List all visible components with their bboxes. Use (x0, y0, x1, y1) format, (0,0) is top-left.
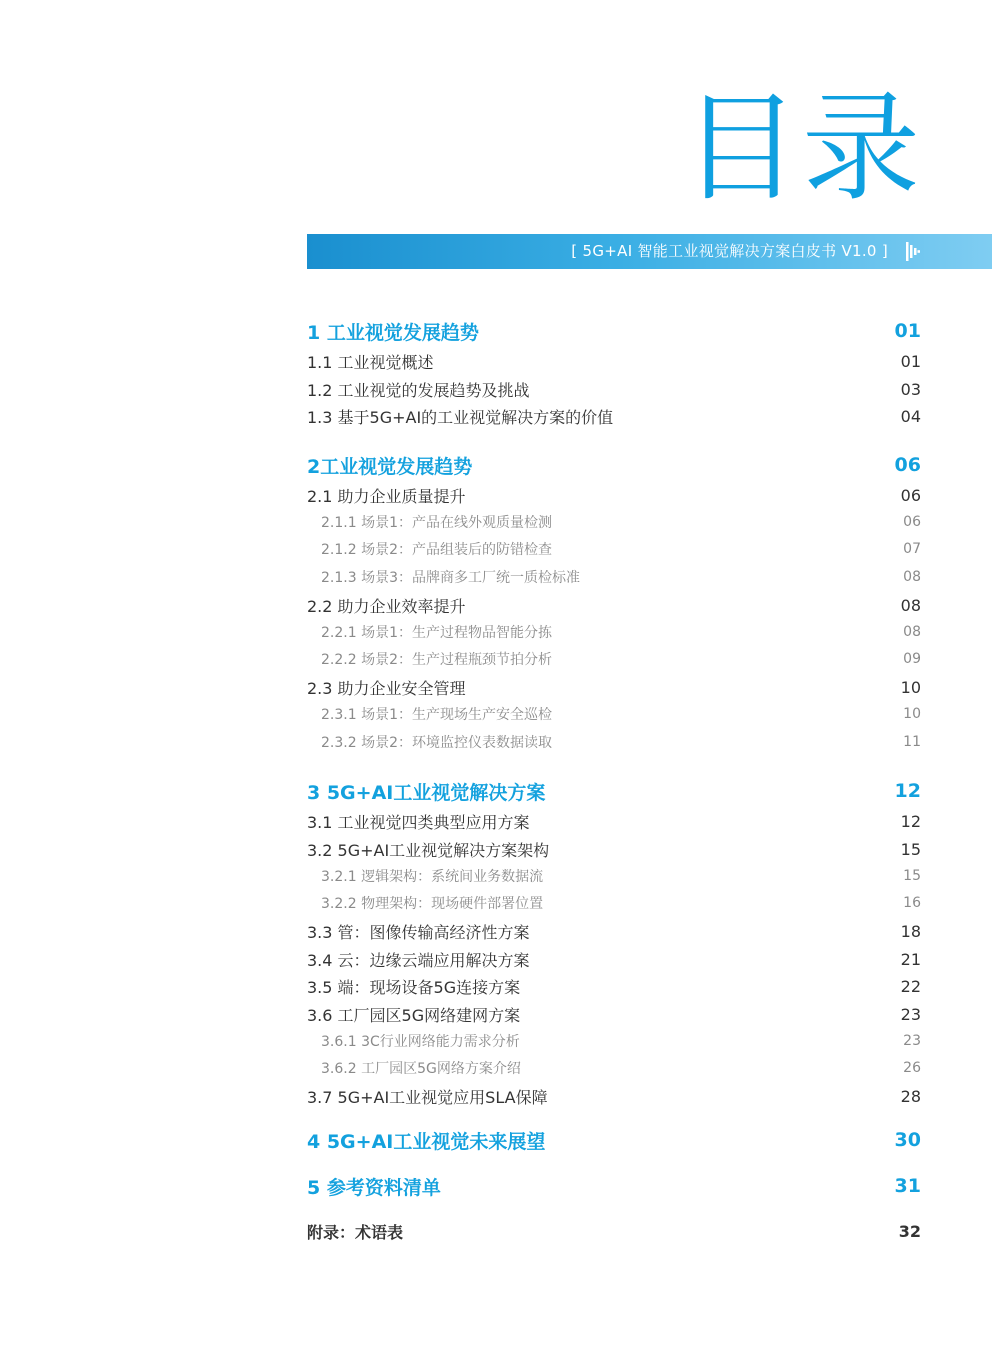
toc-entry-page: 12 (894, 780, 921, 802)
toc-entry-title: 3.2.1 逻辑架构：系统间业务数据流 (321, 869, 544, 885)
toc-entry[interactable] (307, 404, 921, 428)
toc-entry-title: 3.4 云：边缘云端应用解决方案 (307, 950, 530, 970)
toc-entry-title: 1.3 基于5G+AI的工业视觉解决方案的价值 (307, 407, 614, 427)
toc-entry-page: 21 (900, 949, 921, 969)
toc-entry-title: 1 工业视觉发展趋势 (307, 321, 479, 344)
toc-entry-title: 2.3.2 场景2：环境监控仪表数据读取 (321, 735, 552, 751)
toc-entry[interactable] (307, 450, 921, 480)
toc-entry-page: 03 (900, 379, 921, 399)
toc-entry[interactable] (307, 675, 921, 699)
toc-entry-title: 2.3.1 场景1：生产现场生产安全巡检 (321, 707, 552, 723)
toc-entry-title: 3.1 工业视觉四类典型应用方案 (307, 812, 530, 832)
toc-entry[interactable] (307, 511, 921, 533)
toc-entry-title: 5 参考资料清单 (307, 1176, 441, 1199)
toc-entry-page: 06 (894, 454, 921, 476)
toc-entry-title: 2.1.2 场景2：产品组装后的防错检查 (321, 542, 552, 558)
toc-entry[interactable] (307, 892, 921, 914)
toc-entry[interactable] (307, 349, 921, 373)
toc-entry-title: 2.1.3 场景3：品牌商多工厂统一质检标准 (321, 570, 580, 586)
toc-entry-page: 09 (903, 651, 921, 667)
toc-entry-page: 23 (903, 1033, 921, 1049)
toc-entry-page: 18 (900, 921, 921, 941)
toc-entry-title: 1.2 工业视觉的发展趋势及挑战 (307, 380, 530, 400)
toc-entry-title: 附录：术语表 (307, 1222, 404, 1242)
toc-entry-title: 3.2.2 物理架构：现场硬件部署位置 (321, 896, 544, 912)
toc-entry[interactable] (307, 316, 921, 346)
toc-entry-title: 3.6.1 3C行业网络能力需求分析 (321, 1034, 520, 1050)
toc-entry-page: 28 (900, 1086, 921, 1106)
toc-entry[interactable] (307, 1057, 921, 1079)
toc-entry-title: 1.1 工业视觉概述 (307, 352, 434, 372)
toc-entry-page: 08 (903, 624, 921, 640)
toc-entry-page: 06 (900, 485, 921, 505)
toc-entry-page: 10 (900, 677, 921, 697)
toc-entry-page: 30 (894, 1129, 921, 1151)
toc-entry[interactable] (307, 974, 921, 998)
toc-entry-page: 01 (900, 351, 921, 371)
toc-entry[interactable] (307, 1030, 921, 1052)
toc-entry-title: 3.7 5G+AI工业视觉应用SLA保障 (307, 1087, 548, 1107)
toc-entry-page: 11 (903, 734, 921, 750)
toc-entry[interactable] (307, 538, 921, 560)
toc-entry-page: 15 (900, 839, 921, 859)
toc-entry[interactable] (307, 865, 921, 887)
toc-entry-title: 2工业视觉发展趋势 (307, 455, 473, 478)
toc-entry-page: 12 (900, 811, 921, 831)
toc-entry-page: 31 (894, 1175, 921, 1197)
toc-entry-title: 2.2.2 场景2：生产过程瓶颈节拍分析 (321, 652, 552, 668)
toc-entry-title: 4 5G+AI工业视觉未来展望 (307, 1130, 546, 1153)
toc-entry[interactable] (307, 1002, 921, 1026)
toc-entry-title: 2.2.1 场景1：生产过程物品智能分拣 (321, 625, 552, 641)
toc-entry-page: 08 (900, 595, 921, 615)
toc-entry-page: 32 (898, 1221, 921, 1241)
page-title: 目录 (681, 79, 922, 217)
toc-entry-title: 2.1 助力企业质量提升 (307, 486, 466, 506)
arrow-dots-icon (906, 242, 920, 261)
banner-title: [ 5G+AI 智能工业视觉解决方案白皮书 V1.0 ] (571, 242, 888, 260)
toc-entry-title: 3.5 端：现场设备5G连接方案 (307, 977, 521, 997)
toc-entry-page: 23 (900, 1004, 921, 1024)
toc-entry[interactable] (307, 483, 921, 507)
toc-entry[interactable] (307, 703, 921, 725)
toc-entry-title: 3.6 工厂园区5G网络建网方案 (307, 1005, 521, 1025)
toc-entry-page: 15 (903, 868, 921, 884)
toc-entry[interactable] (307, 731, 921, 753)
toc-entry[interactable] (307, 947, 921, 971)
toc-entry-page: 04 (900, 406, 921, 426)
toc-entry[interactable] (307, 776, 921, 806)
toc-entry[interactable] (307, 919, 921, 943)
toc-entry-page: 06 (903, 514, 921, 530)
toc-entry-title: 2.3 助力企业安全管理 (307, 678, 466, 698)
toc-entry[interactable] (307, 648, 921, 670)
toc-entry-title: 3.2 5G+AI工业视觉解决方案架构 (307, 840, 550, 860)
toc-entry-page: 07 (903, 541, 921, 557)
toc-entry[interactable] (307, 1171, 921, 1201)
header-banner (307, 234, 992, 269)
toc-entry-title: 3.3 管：图像传输高经济性方案 (307, 922, 530, 942)
toc-entry[interactable] (307, 621, 921, 643)
toc-entry-page: 10 (903, 706, 921, 722)
toc-entry[interactable] (307, 593, 921, 617)
toc-entry[interactable] (307, 1125, 921, 1155)
toc-entry[interactable] (307, 809, 921, 833)
toc-entry-page: 01 (894, 320, 921, 342)
toc-entry-title: 3.6.2 工厂园区5G网络方案介绍 (321, 1061, 521, 1077)
toc-entry[interactable] (307, 566, 921, 588)
toc-entry-page: 22 (900, 976, 921, 996)
toc-entry-page: 16 (903, 895, 921, 911)
toc-entry-title: 2.1.1 场景1：产品在线外观质量检测 (321, 515, 552, 531)
toc-entry-page: 26 (903, 1060, 921, 1076)
toc-entry[interactable] (307, 1084, 921, 1108)
toc-entry-title: 2.2 助力企业效率提升 (307, 596, 466, 616)
toc-entry-title: 3 5G+AI工业视觉解决方案 (307, 781, 546, 804)
toc-entry[interactable] (307, 1219, 921, 1243)
toc-entry[interactable] (307, 837, 921, 861)
toc-entry-page: 08 (903, 569, 921, 585)
toc-entry[interactable] (307, 377, 921, 401)
